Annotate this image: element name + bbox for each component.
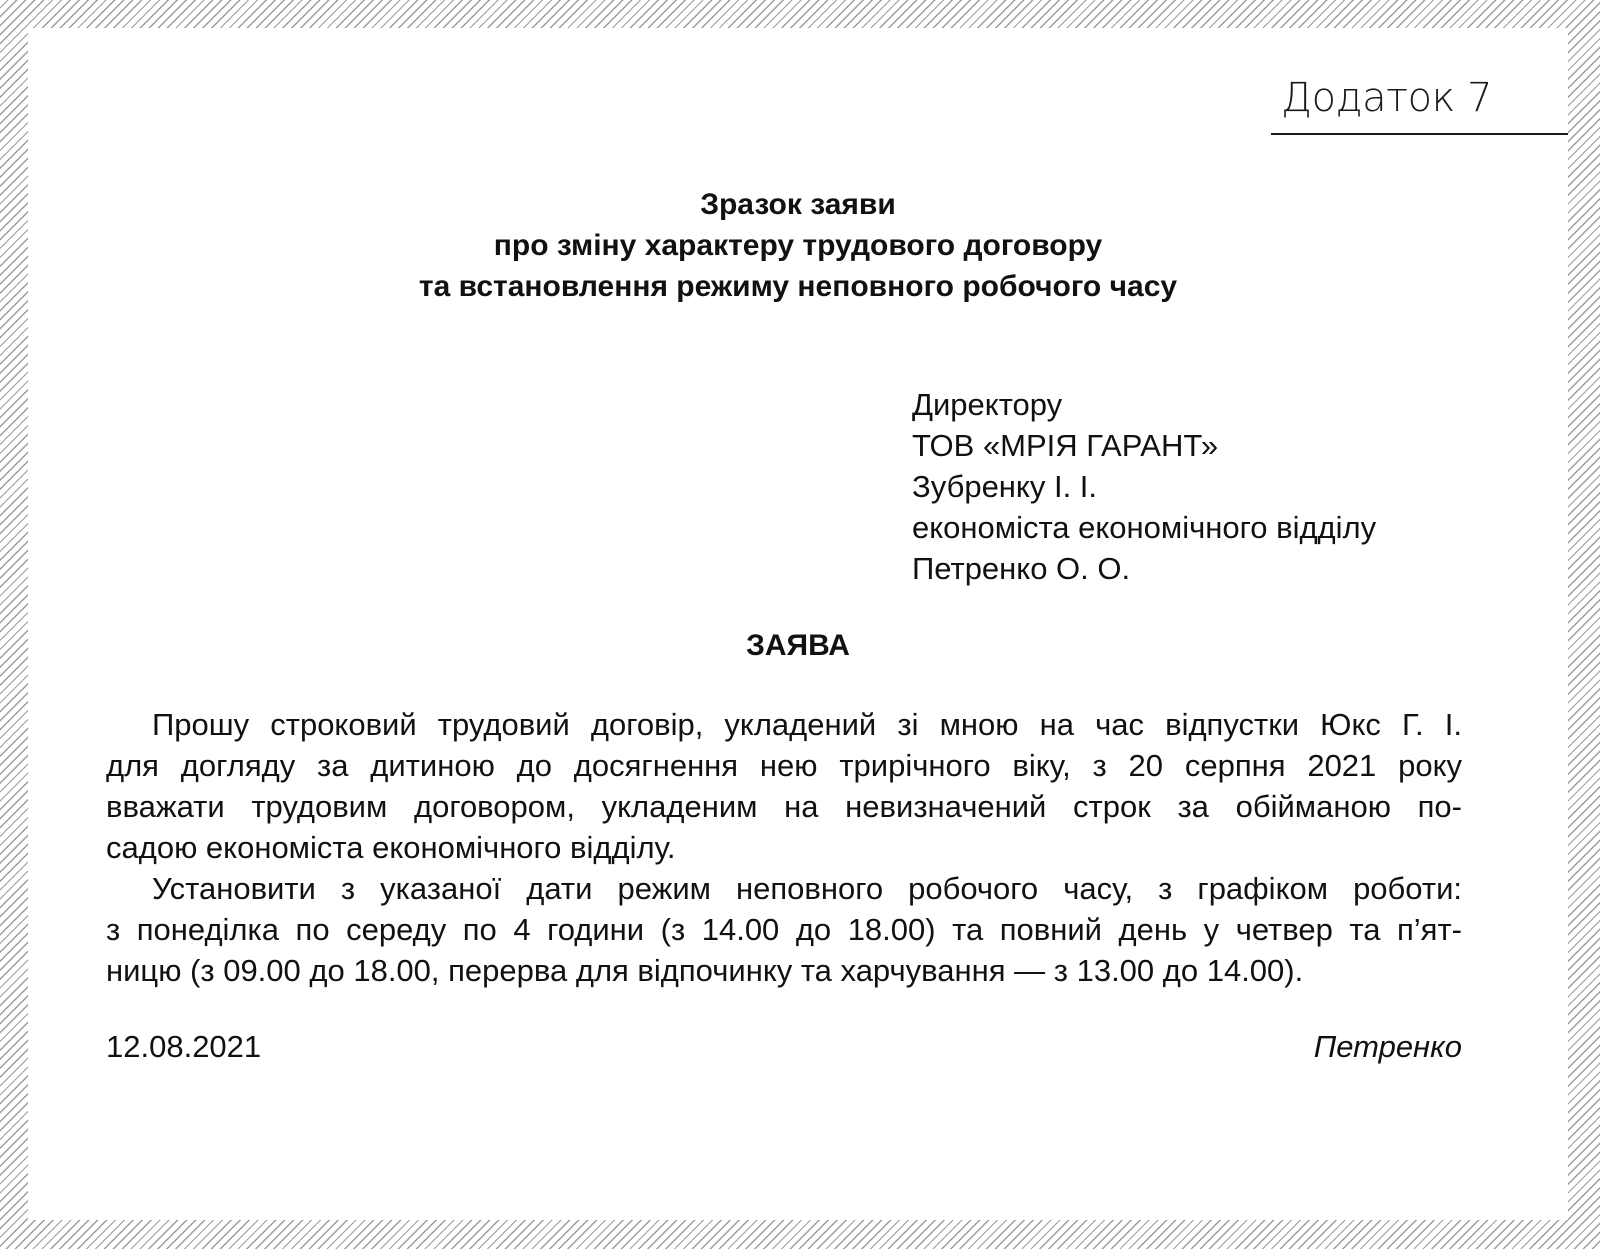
statement-body	[106, 704, 1462, 991]
body-line: Установити з указаної дати режим неповного робочого часу, з графіком роботи:	[152, 871, 1462, 906]
appendix-underline	[1271, 133, 1568, 135]
addressee-line: економіста економічного відділу	[912, 510, 1377, 545]
statement-heading: ЗАЯВА	[746, 629, 850, 662]
title-line: та встановлення режиму неповного робочого часу	[418, 270, 1178, 303]
body-line: з понеділка по середу по 4 години (з 14.00 до 18.00) та повний день у четвер та п’ят-	[106, 912, 1462, 947]
title-line: про зміну характеру трудового договору	[493, 229, 1103, 262]
addressee-block	[912, 384, 1376, 589]
appendix-label: Додаток 7	[1281, 75, 1492, 121]
body-line: для догляду за дитиною до досягнення нею трирічного віку, з 20 серпня 2021 року	[106, 748, 1462, 783]
body-line: вважати трудовим договором, укладеним на невизначений строк за обійманою по-	[106, 789, 1462, 824]
document-title	[28, 184, 1568, 307]
title-line: Зразок заяви	[700, 188, 896, 221]
statement-date: 12.08.2021	[106, 1029, 262, 1064]
signature: Петренко	[1313, 1029, 1462, 1064]
body-line: садою економіста економічного відділу.	[106, 830, 676, 865]
body-line: Прошу строковий трудовий договір, укладений зі мною на час відпустки Юкс Г. І.	[152, 707, 1462, 742]
document-sheet	[28, 28, 1568, 1220]
addressee-line: Петренко О. О.	[912, 551, 1131, 586]
addressee-line: Директору	[912, 387, 1063, 422]
addressee-line: Зубренку І. І.	[912, 469, 1098, 504]
addressee-line: ТОВ «МРІЯ ГАРАНТ»	[912, 428, 1219, 463]
body-line: ницю (з 09.00 до 18.00, перерва для відпочинку та харчування — з 13.00 до 14.00).	[106, 953, 1304, 988]
